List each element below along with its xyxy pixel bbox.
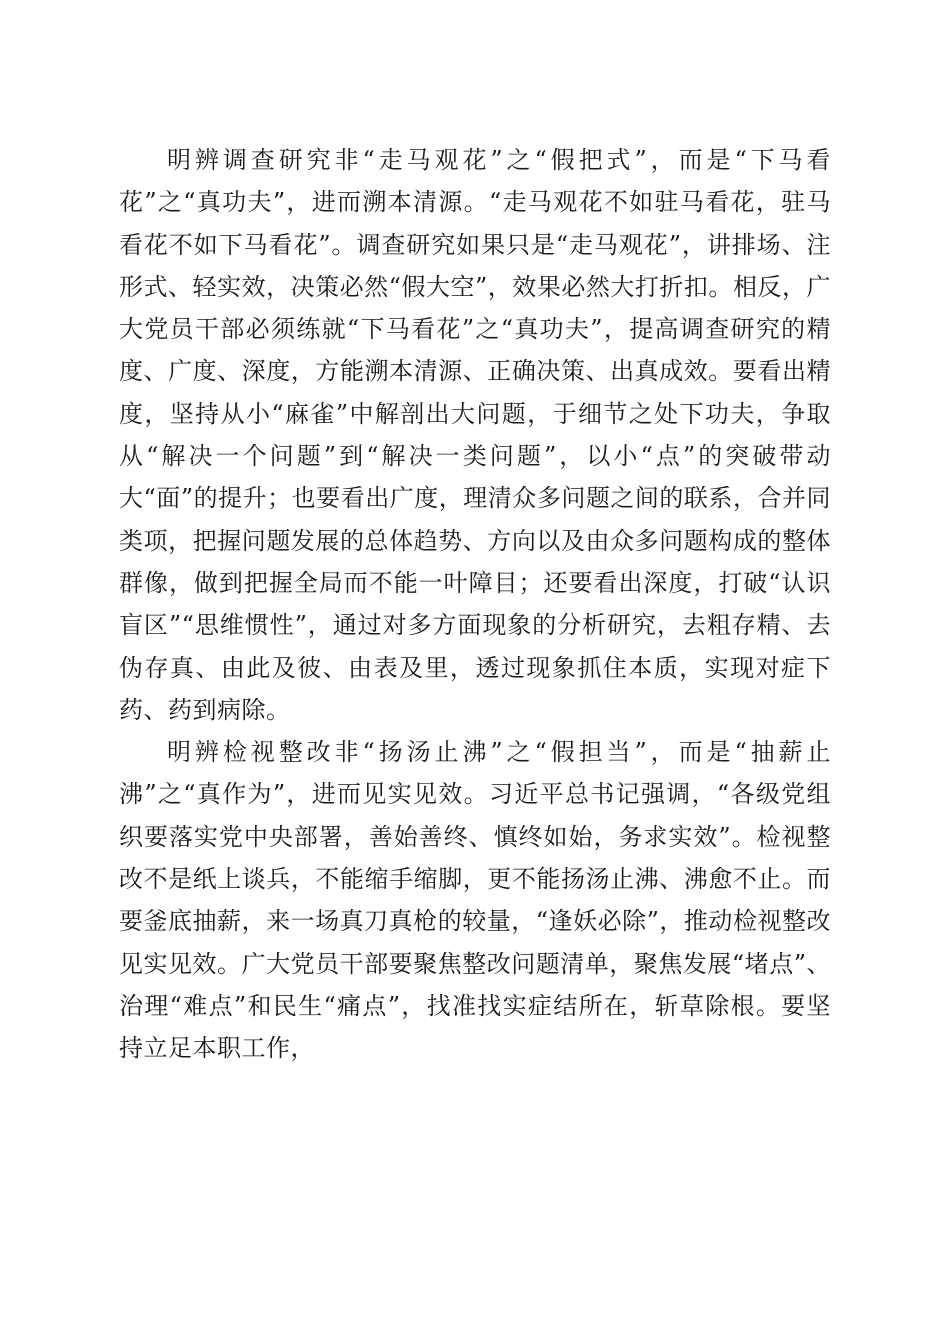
paragraph-rectification: 明辨检视整改非“扬汤止沸”之“假担当”，而是“抽薪止沸”之“真作为”，进而见实见效。习近平总书记强调，“各级党组织要落实党中央部署，善始善终、慎终如始，务求实效”。检视整改不是纸上谈兵，不能缩手缩脚，更不能扬汤止沸、沸愈不止。而要釜底抽薪，来一场真刀真枪的较量，“逢妖必除”，推动检视整改见实见效。广大党员干部要聚焦整改问题清单，聚焦发展“堵点”、治理“难点”和民生“痛点”，找准找实症结所在，斩草除根。要坚持立足本职工作， bbox=[119, 738, 831, 1063]
paragraph-research: 明辨调查研究非“走马观花”之“假把式”，而是“下马看花”之“真功夫”，进而溯本清源。“走马观花不如驻马看花，驻马看花不如下马看花”。调查研究如果只是“走马观花”，讲排场、注形式、轻实效，决策必然“假大空”，效果必然大打折扣。相反，广大党员干部必须练就“下马看花”之“真功夫”，提高调查研究的精度、广度、深度，方能溯本清源、正确决策、出真成效。要看出精度，坚持从小“麻雀”中解剖出大问题，于细节之处下功夫，争取从“解决一个问题”到“解决一类问题”，以小“点”的突破带动大“面”的提升；也要看出广度，理清众多问题之间的联系，合并同类项，把握问题发展的总体趋势、方向以及由众多问题构成的整体群像，做到把握全局而不能一叶障目；还要看出深度，打破“认识盲区”“思维惯性”，通过对多方面现象的分析研究，去粗存精、去伪存真、由此及彼、由表及里，透过现象抓住本质，实现对症下药、药到病除。 bbox=[119, 146, 831, 724]
document-body bbox=[119, 139, 831, 1070]
